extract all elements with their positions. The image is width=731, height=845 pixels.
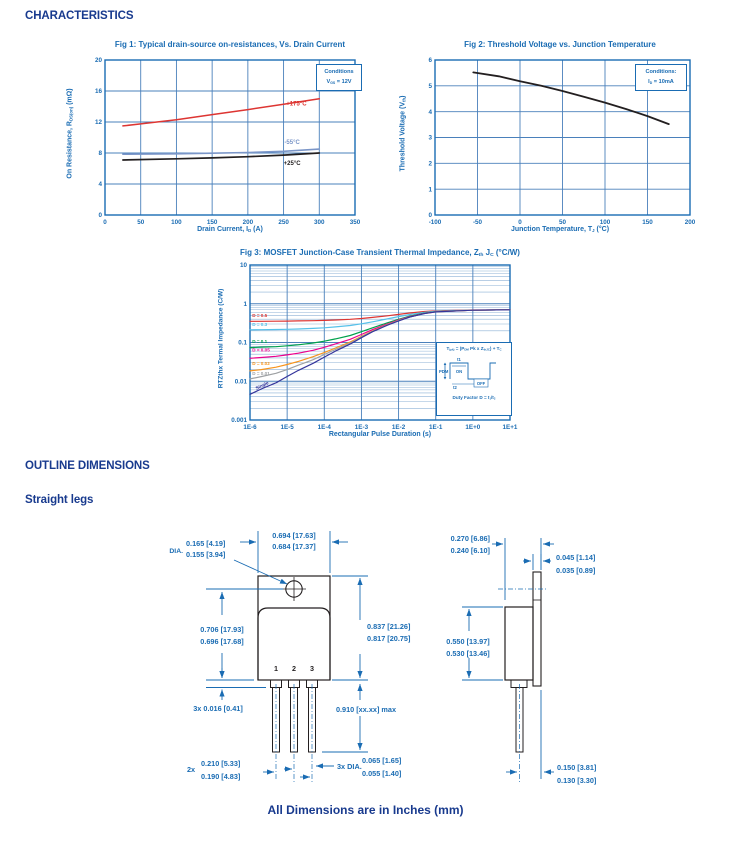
y-tick-label: 6 — [428, 57, 432, 65]
x-tick-label: 1E-6 — [243, 424, 257, 431]
x-tick-label: 100 — [171, 219, 182, 226]
x-tick-label: 200 — [242, 219, 254, 226]
fig1-y-axis-label: On Resistance, $R_{DS(on)}$ (mΩ) — [66, 88, 74, 179]
pin3-number: 3 — [310, 664, 314, 673]
on-label: ON — [455, 368, 463, 374]
dim-lead-thickness: 3x 0.016 [0.41] — [193, 704, 243, 713]
fig3-title: Fig 3: MOSFET Junction-Case Transient Thermal Impedance, $Z_{th}$ $J_C$ (°C/W) — [240, 248, 520, 259]
y-tick-label: 5 — [428, 83, 432, 91]
dim-lead-dia-max: 0.065 [1.65] — [362, 756, 402, 765]
x-tick-label: 0 — [103, 219, 107, 226]
dim-lead-offset-max: 0.150 [3.81] — [557, 763, 597, 772]
series-label: D = 0.5 — [252, 313, 268, 319]
series-label: +175°C — [286, 101, 307, 108]
fig3-inset-box — [436, 342, 512, 416]
y-tick-label: 0.1 — [238, 339, 247, 347]
y-tick-label: 4 — [98, 181, 102, 189]
dim-pitch-min: 0.190 [4.83] — [201, 772, 241, 781]
dim-hole-to-bottom-min: 0.696 [17.68] — [200, 637, 244, 646]
dim-lead-dia-prefix: 3x DIA. — [337, 762, 362, 771]
subheading-straight-legs: Straight legs — [25, 494, 94, 506]
x-tick-label: 50 — [137, 219, 145, 226]
x-tick-label: -100 — [428, 219, 442, 226]
fig2-conditions-line1: Conditions: — [645, 69, 677, 75]
fig3-inset-waveform — [438, 352, 510, 394]
x-tick-label: 1E-5 — [280, 424, 294, 431]
dim-body-height-max: 0.837 [21.26] — [367, 622, 411, 631]
y-tick-label: 3 — [428, 134, 432, 142]
dim-lead-dia-min: 0.055 [1.40] — [362, 769, 402, 778]
x-tick-label: 1E-4 — [317, 424, 331, 431]
dim-lead-length: 0.910 [xx.xx] max — [335, 705, 397, 714]
line-shape — [234, 560, 287, 584]
series-label: +25°C — [283, 161, 301, 168]
y-tick-label: 0.001 — [231, 417, 247, 425]
y-tick-label: 0.01 — [234, 378, 247, 386]
dim-width-max: 0.694 [17.63] — [272, 531, 316, 540]
series-label: D = 0.02 — [252, 361, 270, 367]
side-body-outline — [505, 607, 533, 680]
fig2-y-axis-label: Threshold Voltage $(V_{th})$ — [399, 95, 407, 172]
dim-dia-prefix: DIA. — [169, 548, 183, 555]
fig3-inset-formula: $T_{(pk)} = (P_{DM}$ Pk x $Z_{thJC}) + T_C$ — [446, 346, 502, 352]
y-tick-label: 0 — [98, 212, 102, 220]
series-label: D = 0.3 — [252, 321, 268, 327]
fig1-conditions-line1: Conditions — [324, 69, 354, 75]
series-label: -55°C — [284, 140, 300, 147]
series-label: D = 0.1 — [252, 339, 268, 345]
pin2-number: 2 — [292, 664, 296, 673]
x-tick-label: 200 — [684, 219, 696, 226]
x-tick-label: 0 — [518, 219, 522, 226]
y-tick-label: 4 — [428, 108, 432, 116]
y-tick-label: 10 — [239, 262, 247, 270]
fig2-x-axis-label: Junction Temperature, $T_J$ (°C) — [510, 226, 610, 233]
centerlines — [276, 589, 548, 783]
y-tick-label: 16 — [94, 88, 102, 96]
dim-width-min: 0.684 [17.37] — [272, 542, 316, 551]
dim-side-body-height-max: 0.550 [13.97] — [446, 637, 490, 646]
dimensions-note: All Dimensions are in Inches (mm) — [267, 803, 464, 817]
y-tick-label: 8 — [98, 150, 102, 158]
fig1-x-axis-label: Drain Current, $I_D$ (A) — [197, 226, 263, 233]
y-tick-label: 0 — [428, 212, 432, 220]
side-lead-stub — [511, 680, 527, 688]
x-tick-label: 1E-3 — [354, 424, 369, 431]
dim-body-height-min: 0.817 [20.75] — [367, 634, 411, 643]
section-heading-outline-dimensions: OUTLINE DIMENSIONS — [25, 460, 150, 472]
y-tick-label: 12 — [94, 119, 102, 127]
y-tick-label: 20 — [94, 57, 102, 65]
x-tick-label: 1E+0 — [465, 424, 481, 431]
x-tick-label: 1E-1 — [429, 424, 443, 431]
dim-hole-to-bottom-max: 0.706 [17.93] — [200, 625, 244, 634]
x-tick-label: 150 — [642, 219, 653, 226]
series-label: D = 0.01 — [252, 370, 270, 376]
side-view-package — [505, 572, 541, 752]
fig3-x-axis-label: Rectangular Pulse Duration (s) — [328, 431, 432, 438]
off-label: OFF — [476, 380, 486, 386]
x-tick-label: 100 — [599, 219, 611, 226]
y-tick-label: 2 — [428, 160, 432, 168]
x-tick-label: 250 — [278, 219, 289, 226]
series-label: Single — [254, 380, 270, 391]
x-tick-label: 150 — [206, 219, 218, 226]
fig3-y-axis-label: RTZthx Termal Impedance (C/W) — [217, 288, 225, 389]
x-tick-label: 350 — [349, 219, 361, 226]
x-tick-label: 300 — [314, 219, 325, 226]
pin1-number: 1 — [274, 664, 278, 673]
fig1-conditions-line2: $V_{GS} = 12V$ — [326, 78, 352, 85]
fig1-conditions-box — [316, 64, 362, 91]
fig2-title: Fig 2: Threshold Voltage vs. Junction Temperature — [464, 40, 656, 49]
fig1-title: Fig 1: Typical drain-source on-resistances, Vs. Drain Current — [114, 40, 346, 49]
dim-tab-thickness-max: 0.045 [1.14] — [556, 553, 596, 562]
y-tick-label: 1 — [428, 186, 432, 194]
dim-tab-thickness-min: 0.035 [0.89] — [556, 566, 596, 575]
dim-hole-dia-max: 0.165 [4.19] — [186, 539, 226, 548]
t2-label: t2 — [453, 384, 457, 390]
x-tick-label: -50 — [472, 219, 483, 226]
fig2-conditions-box — [635, 64, 687, 91]
x-tick-label: 1E-2 — [391, 424, 406, 431]
dim-lead-offset-min: 0.130 [3.30] — [557, 776, 597, 785]
section-heading-characteristics: CHARACTERISTICS — [25, 10, 134, 22]
fig2-conditions-line2: $I_D = 10mA$ — [648, 78, 674, 85]
series-label: D = 0.05 — [252, 347, 270, 353]
x-tick-label: 1E+1 — [502, 424, 518, 431]
fig3-inset-duty-factor: Duty Factor $D = t_1/t_2$ — [452, 394, 496, 401]
dim-depth-max: 0.270 [6.86] — [450, 534, 490, 543]
dim-depth-min: 0.240 [6.10] — [450, 546, 490, 555]
dim-pitch-max: 0.210 [5.33] — [201, 759, 241, 768]
pdm-label: PDM — [439, 368, 449, 374]
y-tick-label: 1 — [243, 300, 247, 308]
outline-drawing — [0, 515, 731, 815]
dim-side-body-height-min: 0.530 [13.46] — [446, 649, 490, 658]
t1-label: t1 — [457, 356, 461, 362]
dim-hole-dia-min: 0.155 [3.94] — [186, 550, 226, 559]
dim-pitch-prefix: 2x — [187, 765, 196, 774]
x-tick-label: 50 — [558, 219, 567, 226]
